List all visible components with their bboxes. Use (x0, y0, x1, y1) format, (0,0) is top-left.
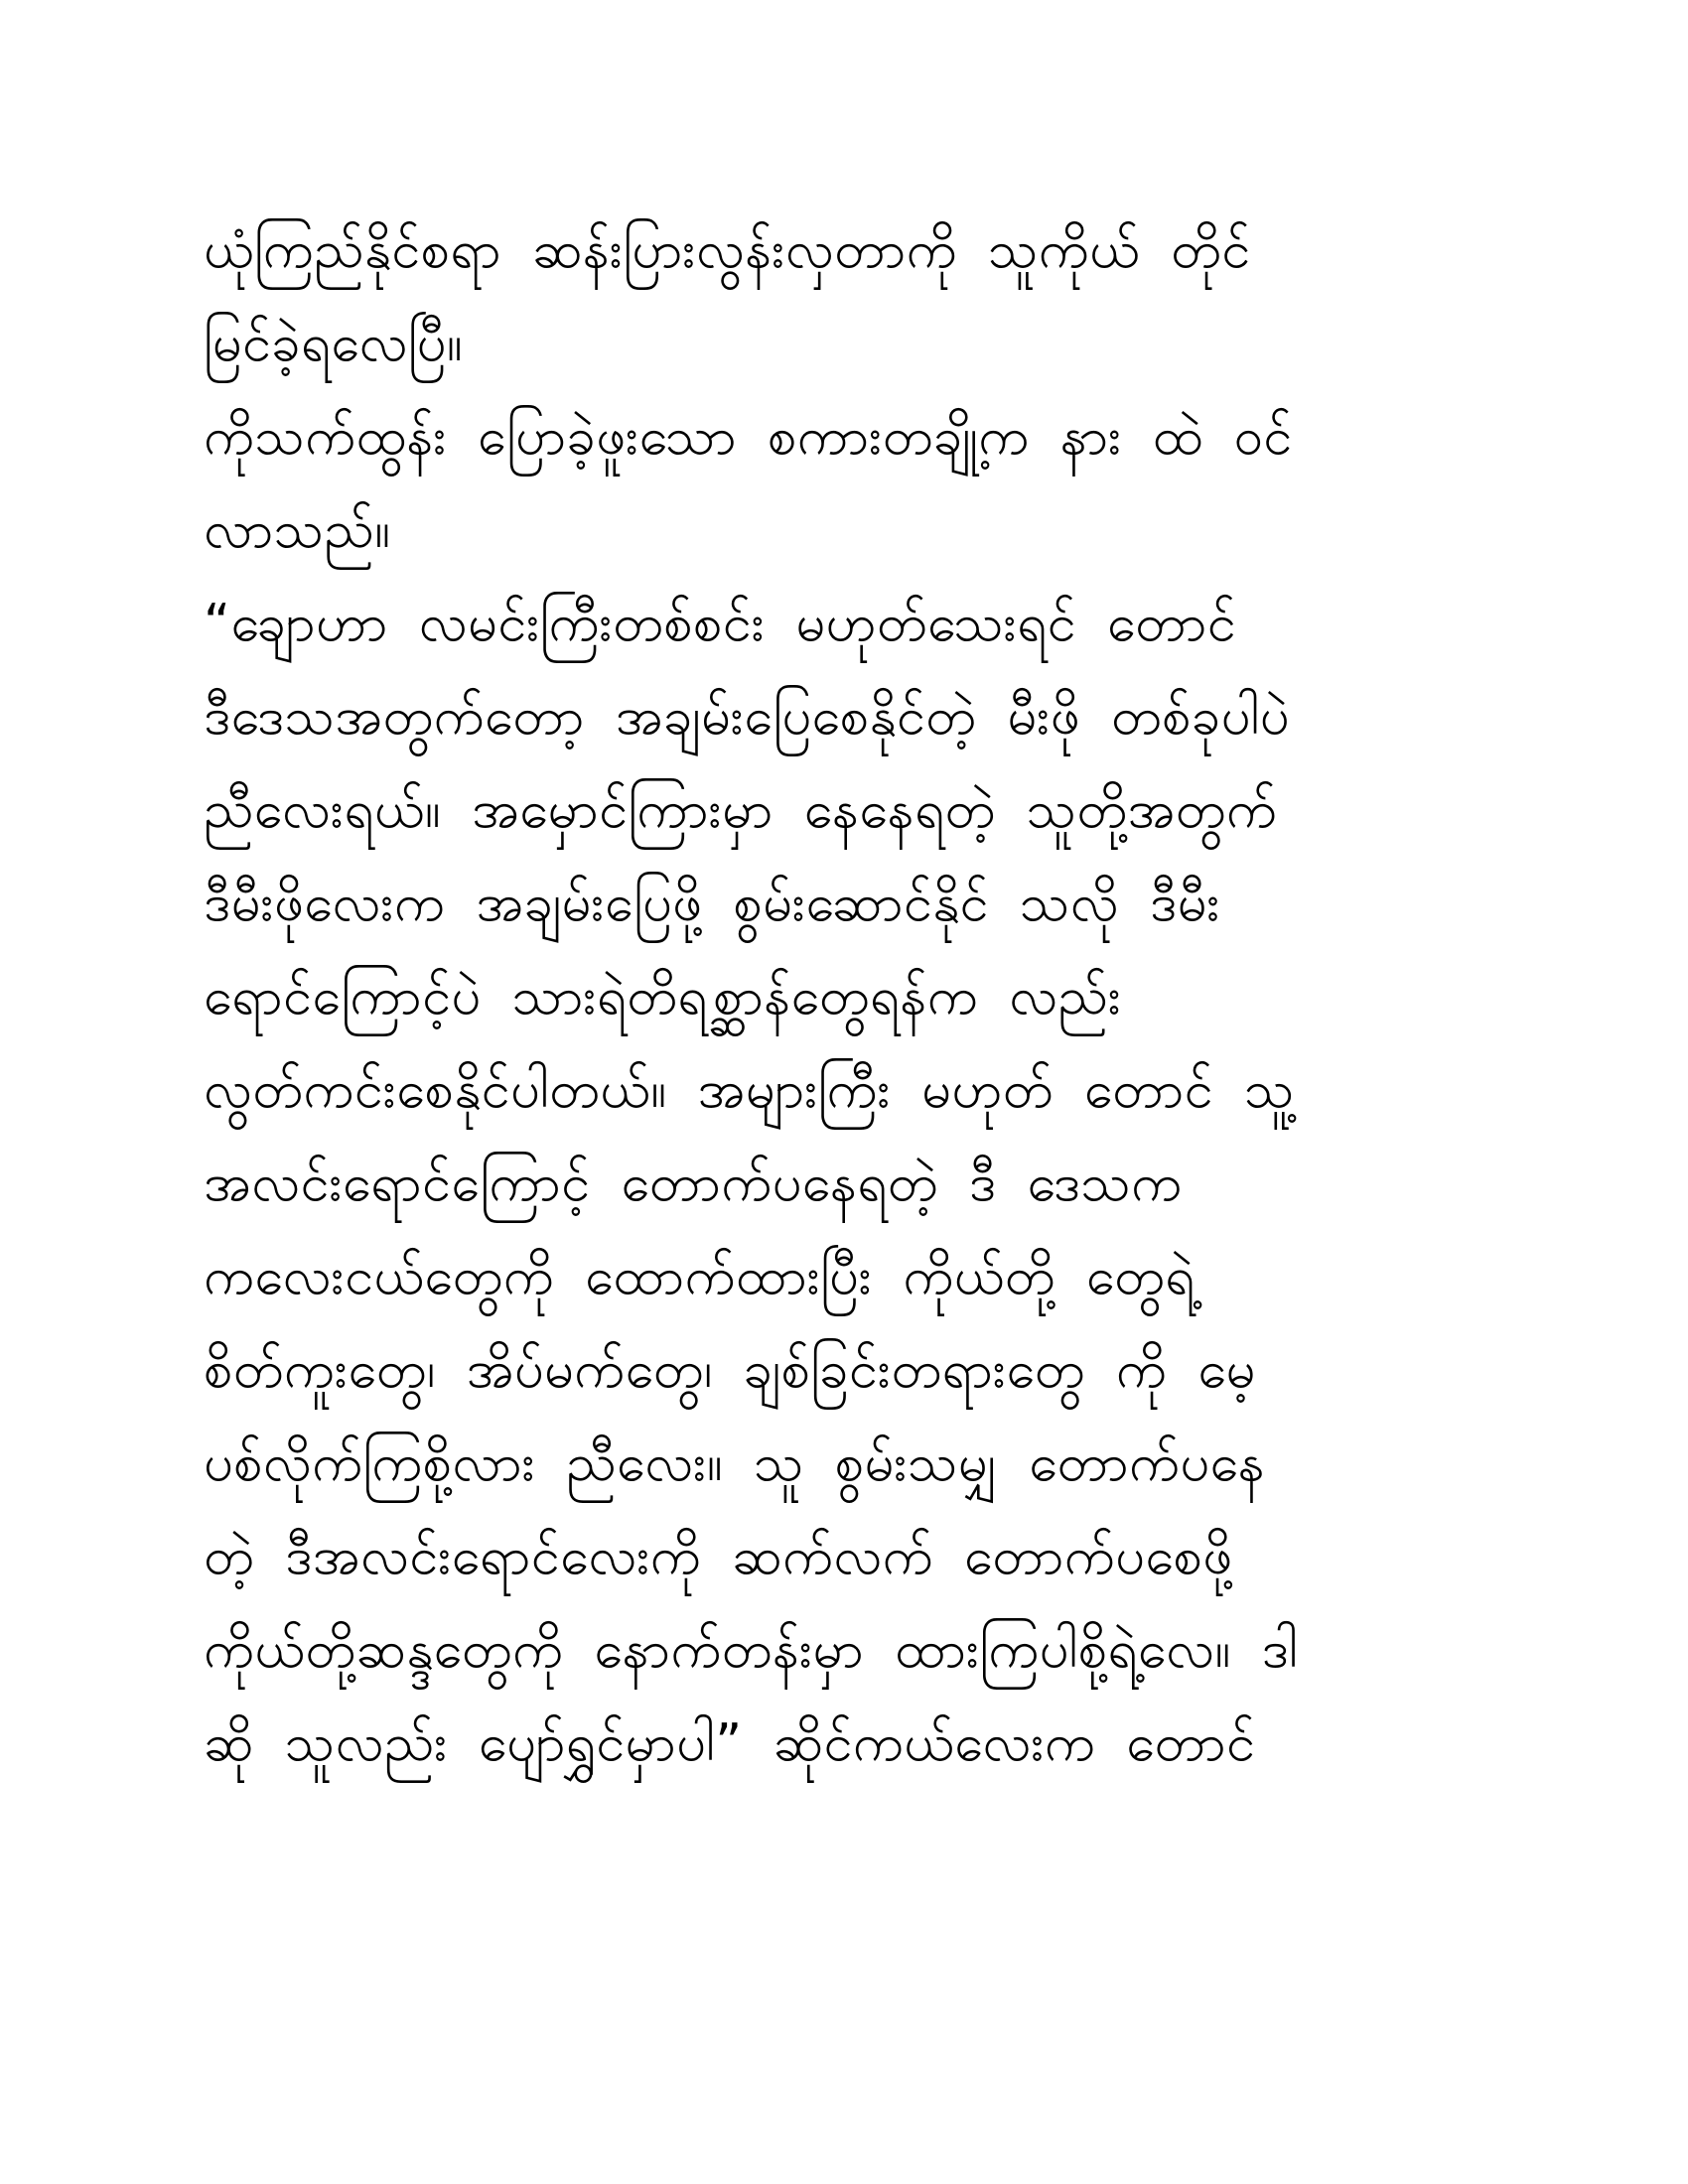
text-line: ညီလေးရယ်။ အမှောင်ကြားမှာ နေနေရတဲ့ သူတို့အတွက် (204, 780, 1278, 840)
text-line: မြင်ခဲ့ရလေပြီ။ (204, 314, 464, 373)
text-line: ဆို သူလည်း ပျော်ရွှင်မှာပါ” ဆိုင်ကယ်လေးက တောင် (204, 1713, 1256, 1773)
text-line: ပစ်လိုက်ကြစို့လား ညီလေး။ သူ စွမ်းသမျှ တောက်ပနေ (204, 1433, 1266, 1493)
text-line: ကိုယ်တို့ဆန္ဒတွေကို နောက်တန်းမှာ ထားကြပါစို့ရဲ့လေ။ ဒါ (204, 1620, 1299, 1680)
text-line: “ချောဟာ လမင်းကြီးတစ်စင်း မဟုတ်သေးရင် တောင် (204, 594, 1237, 653)
text-line: လာသည်။ (204, 500, 391, 560)
text-line: စိတ်ကူးတွေ၊ အိပ်မက်တွေ၊ ချစ်ခြင်းတရားတွေ ကို မေ့ (204, 1340, 1256, 1400)
text-line: ကလေးငယ်တွေကို ထောက်ထားပြီး ကိုယ်တို့ တွေရဲ့ (204, 1247, 1196, 1306)
text-line: ဒီမီးဖိုလေးက အချမ်းပြေဖို့ စွမ်းဆောင်နိုင် သလို ဒီမီး (204, 874, 1221, 933)
text-line: ကိုသက်ထွန်း ပြောခဲ့ဖူးသော စကားတချို့က နား ထဲ ဝင် (204, 407, 1293, 467)
text-line: တဲ့ ဒီအလင်းရောင်လေးကို ဆက်လက် တောက်ပစေဖို့ (204, 1527, 1233, 1586)
text-line: လွတ်ကင်းစေနိုင်ပါတယ်။ အများကြီး မဟုတ် တောင် သူ့ (204, 1060, 1295, 1120)
text-line: ရောင်ကြောင့်ပဲ သားရဲတိရစ္ဆာန်တွေရန်က လည်း (204, 967, 1122, 1026)
text-line: ဒီဒေသအတွက်တော့ အချမ်းပြေစေနိုင်တဲ့ မီးဖို တစ်ခုပါပဲ (204, 687, 1290, 747)
paragraph-3 (204, 577, 1484, 1790)
paragraph-1 (204, 204, 1484, 390)
text-line: ယုံကြည်နိုင်စရာ ဆန်းပြားလွန်းလှတာကို သူကိုယ် တိုင် (204, 220, 1251, 280)
text-line: အလင်းရောင်ကြောင့် တောက်ပနေရတဲ့ ဒီ ဒေသက (204, 1154, 1183, 1213)
paragraph-2 (204, 390, 1484, 577)
body-text (204, 204, 1484, 1790)
